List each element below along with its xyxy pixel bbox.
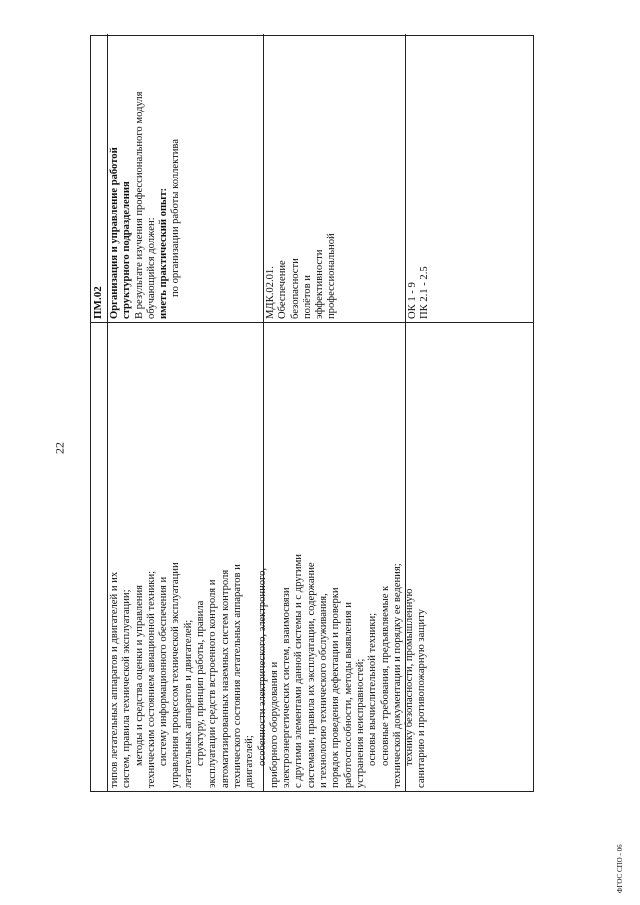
competency-line: ОК 1 - 9 (407, 282, 418, 319)
content-line: автоматизированных наземных систем контроля (219, 569, 231, 788)
content-line: техническим состоянием авиационной техники; (145, 570, 157, 788)
mdk-line: профессиональной (326, 233, 338, 319)
code-column (91, 34, 107, 791)
content-line: работоспособности, методы выявления и (342, 602, 354, 788)
mdk-line: безопасности (289, 258, 301, 319)
content-line: порядок проведения дефектации и проверки (330, 587, 342, 788)
pm-code: ПМ.02 (91, 34, 107, 323)
content-line: системами, правила их эксплуатации, содержание (305, 562, 317, 788)
content-line: с другими элементами данной системы и с другими (293, 554, 305, 788)
mdk-line: полётов и (301, 275, 313, 319)
content-line: основные требования, предъявляемые к (379, 585, 391, 766)
mdk-cell (264, 34, 405, 323)
continued-mdk-cell (264, 323, 405, 791)
continued-competency-cell (406, 323, 533, 791)
content-line: технической документации и порядку ее ведения; (391, 563, 403, 788)
pm-experience-heading: иметь практический опыт: (158, 187, 170, 319)
content-line: летательных аппаратов и двигателей; (182, 619, 194, 788)
content-line: особенности электрического, электронного, (256, 567, 268, 766)
competency-column (405, 34, 533, 791)
content-line: электроэнергетических систем, взаимосвязи (281, 587, 293, 788)
curriculum-table (90, 35, 534, 792)
content-line: методы и средства оценки и управления (133, 584, 145, 766)
content-line: эксплуатации средств встроенного контроля и (207, 579, 219, 788)
content-line: и технологию технического обслуживания, (318, 593, 330, 788)
mdk-line: эффективности (314, 249, 326, 319)
content-line: основы вычислительной техники; (367, 612, 379, 766)
content-line: технику безопасности, промышленную (404, 588, 416, 766)
page-number: 22 (52, 442, 67, 454)
content-line: устранения неисправностей; (354, 658, 366, 788)
competency-line: ПК 2.1 - 2.5 (419, 266, 431, 319)
content-line: типов летательных аппаратов и двигателей и их (109, 571, 120, 788)
mdk-line: МДК.02.01. (265, 266, 276, 319)
competency-cell (406, 34, 533, 323)
pm-experience-line: по организации работы коллектива (170, 139, 182, 297)
footer-code: ФГОС СПО - 06 (616, 844, 624, 893)
pm-intro-line: В результате изучения профессионального модуля (133, 91, 145, 319)
pm-title-line: Организация и управление работой (109, 147, 120, 319)
mdk-column (263, 34, 405, 791)
content-line: технического состояния летательных аппаратов и (231, 564, 243, 788)
content-line: двигателей; (244, 735, 256, 788)
pm-title-line: структурного подразделения (121, 181, 133, 319)
content-line: приборного оборудования и (268, 661, 280, 788)
mdk-line: Обеспечение (277, 260, 289, 319)
content-line: санитарию и противопожарную защиту (416, 609, 428, 788)
content-line: систему информационного обеспечения и (158, 576, 170, 766)
content-line: управления процессом технической эксплуатации (170, 562, 182, 788)
content-line: структуру, принцип работы, правила (195, 600, 207, 766)
continued-code-cell (91, 323, 107, 791)
content-line: систем, правила технической эксплуатации; (121, 589, 133, 788)
pm-intro-line: обучающийся должен: (145, 217, 157, 319)
